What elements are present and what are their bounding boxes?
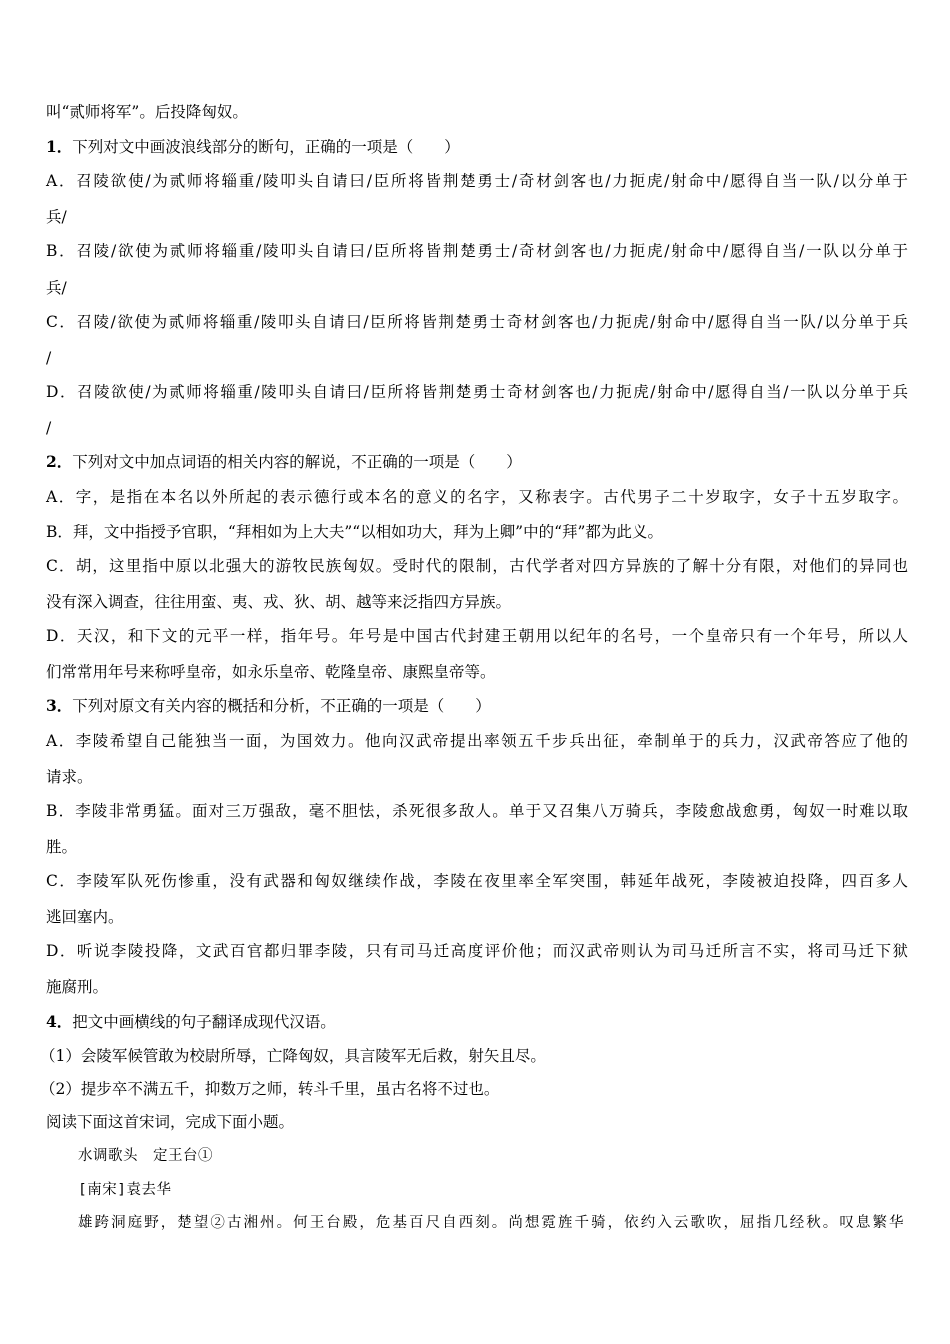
text-line: 叫“贰师将军”。后投降匈奴。: [46, 103, 248, 121]
option-b: B．李陵非常勇猛。面对三万强敌，毫不胆怯，杀死很多敌人。单于又召集八万骑兵，李陵愈战愈勇，匈奴一时难以取: [46, 802, 908, 820]
question-number: 4．: [46, 1012, 73, 1031]
option-a-cont: 兵/: [46, 208, 67, 226]
option-a-cont: 请求。: [46, 768, 93, 786]
option-b-cont: 兵/: [46, 279, 67, 297]
option-c: C．胡，这里指中原以北强大的游牧民族匈奴。受时代的限制，古代学者对四方异族的了解十分有限，对他们的异同也: [46, 557, 908, 575]
option-d: D．召陵欲使/为贰师将辎重/陵叩头自请曰/臣所将皆荆楚勇士奇材剑客也/力扼虎/射命中/愿得自当/一队以分单于兵: [46, 383, 908, 401]
option-b: B．拜，文中指授予官职，“拜相如为上大夫”“以相如功大，拜为上卿”中的“拜”都为此义。: [46, 523, 663, 541]
option-d: D．听说李陵投降，文武百官都归罪李陵，只有司马迁高度评价他；而汉武帝则认为司马迁所言不实，将司马迁下狱: [46, 942, 908, 960]
question-text: 下列对文中加点词语的相关内容的解说，不正确的一项是（ ）: [72, 453, 522, 471]
translation-item-1: （1）会陵军候管敢为校尉所辱，亡降匈奴，具言陵军无后救，射矢且尽。: [40, 1047, 546, 1065]
reading-instruction: 阅读下面这首宋词，完成下面小题。: [46, 1113, 295, 1131]
question-number: 3．: [46, 696, 73, 715]
poem-author: [南宋]袁去华: [78, 1182, 172, 1198]
option-a: A．李陵希望自己能独当一面，为国效力。他向汉武帝提出率领五千步兵出征，牵制单于的兵力，汉武帝答应了他的: [46, 732, 908, 750]
question-4: [46, 1012, 908, 1032]
option-b-cont: 胜。: [46, 838, 78, 856]
option-d-cont: 施腐刑。: [46, 978, 109, 996]
question-number: 2．: [46, 452, 73, 471]
question-number: 1．: [46, 137, 73, 156]
question-text: 下列对原文有关内容的概括和分析，不正确的一项是（ ）: [72, 697, 491, 715]
option-a: A．召陵欲使/为贰师将辎重/陵叩头自请曰/臣所将皆荆楚勇士/奇材剑客也/力扼虎/射命中/愿得自当一队/以分单于: [46, 172, 908, 190]
poem-title: 水调歌头 定王台①: [78, 1148, 213, 1164]
poem-line: 雄跨洞庭野，楚望②古湘州。何王台殿，危基百尺自西刻。尚想霓旌千骑，依约入云歌吹，屈指几经秋。叹息繁华: [78, 1215, 904, 1231]
option-a: A．字，是指在本名以外所起的表示德行或本名的意义的名字，又称表字。古代男子二十岁取字，女子十五岁取字。: [46, 488, 908, 506]
translation-item-2: （2）提步卒不满五千，抑数万之师，转斗千里，虽古名将不过也。: [40, 1080, 500, 1098]
option-c-cont: 没有深入调查，往往用蛮、夷、戎、狄、胡、越等来泛指四方异族。: [46, 593, 512, 611]
option-d: D．天汉，和下文的元平一样，指年号。年号是中国古代封建王朝用以纪年的名号，一个皇帝只有一个年号，所以人: [46, 627, 908, 645]
option-d-cont: /: [46, 419, 52, 437]
option-c: C．召陵/欲使为贰师将辎重/陵叩头自请曰/臣所将皆荆楚勇士奇材剑客也/力扼虎/射命中/愿得自当一队/以分单于兵: [46, 313, 908, 331]
option-d-cont: 们常常用年号来称呼皇帝，如永乐皇帝、乾隆皇帝、康熙皇帝等。: [46, 663, 496, 681]
question-text: 把文中画横线的句子翻译成现代汉语。: [72, 1013, 336, 1031]
question-text: 下列对文中画波浪线部分的断句，正确的一项是（ ）: [72, 138, 460, 156]
question-3: [46, 696, 908, 716]
option-c: C．李陵军队死伤惨重，没有武器和匈奴继续作战，李陵在夜里率全军突围，韩延年战死，李陵被迫投降，四百多人: [46, 872, 908, 890]
question-1: [46, 137, 908, 157]
option-b: B．召陵/欲使为贰师将辎重/陵叩头自请曰/臣所将皆荆楚勇士/奇材剑客也/力扼虎/射命中/愿得自当/一队以分单于: [46, 242, 908, 260]
question-2: [46, 452, 908, 472]
option-c-cont: 逃回塞内。: [46, 908, 124, 926]
option-c-cont: /: [46, 349, 52, 367]
